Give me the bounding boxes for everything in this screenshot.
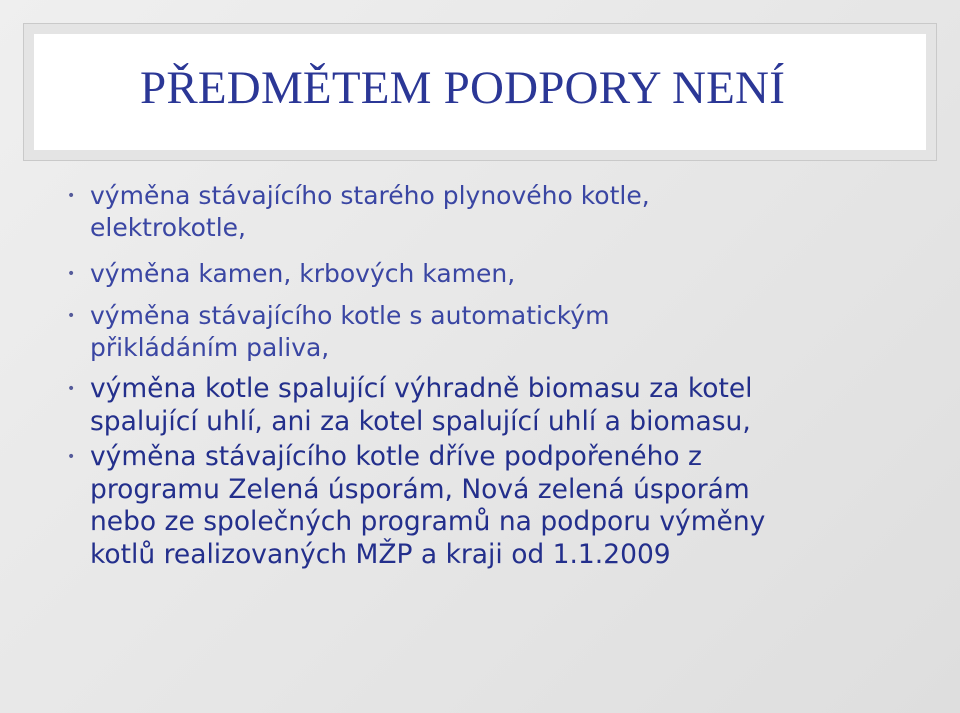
bullet-text-line: nebo ze společných programů na podporu výměny xyxy=(90,506,766,537)
bullet-item xyxy=(64,441,924,571)
bullet-text-line: výměna kotle spalující výhradně biomasu za kotel xyxy=(90,373,753,404)
bullet-text-line: programu Zelená úsporám, Nová zelená úsporám xyxy=(90,473,750,505)
bullet-icon: • xyxy=(67,381,76,397)
bullet-text-line: výměna stávajícího starého plynového kotle, xyxy=(90,181,650,210)
bullet-list xyxy=(64,180,924,571)
bullet-text-line: výměna stávajícího kotle s automatickým xyxy=(90,301,610,330)
bullet-icon: • xyxy=(67,308,76,324)
bullet-text-line: spalující uhlí, ani za kotel spalující uhlí a biomasu, xyxy=(90,405,751,437)
bullet-text-line: přikládáním paliva, xyxy=(90,333,330,362)
bullet-item xyxy=(64,258,924,290)
bullet-text-line: kotlů realizovaných MŽP a kraji od 1.1.2009 xyxy=(90,538,671,570)
bullet-text-line: výměna kamen, krbových kamen, xyxy=(90,259,516,288)
bullet-icon: • xyxy=(67,266,76,282)
slide-title: PŘEDMĚTEM PODPORY NENÍ xyxy=(140,62,786,114)
bullet-icon: • xyxy=(67,449,76,465)
bullet-text-line: výměna stávajícího kotle dříve podpořeného z xyxy=(90,441,702,472)
bullet-text-line: elektrokotle, xyxy=(90,213,246,242)
bullet-item xyxy=(64,180,924,244)
bullet-icon: • xyxy=(67,188,76,204)
bullet-item xyxy=(64,300,924,364)
bullet-item xyxy=(64,373,924,438)
